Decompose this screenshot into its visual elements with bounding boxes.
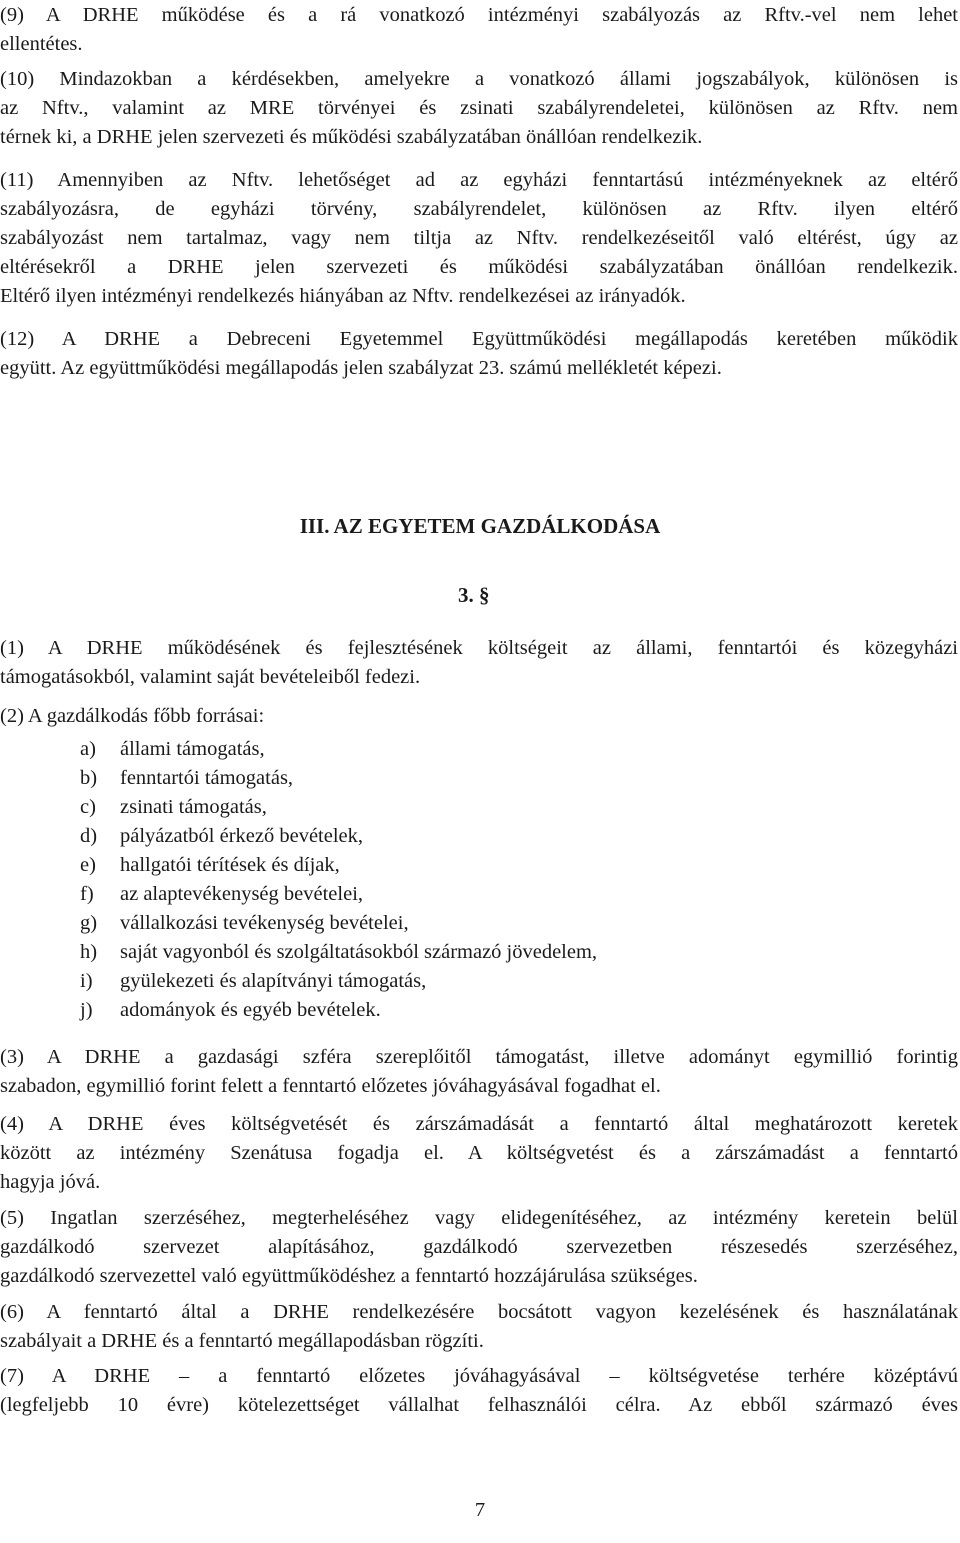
list-marker: i) <box>80 970 93 992</box>
list-marker: g) <box>80 912 98 934</box>
paragraph-line: Eltérő ilyen intézményi rendelkezés hiányában az Nftv. rendelkezései az irányadók. <box>0 285 686 307</box>
paragraph-line: szabályozást nem tartalmaz, vagy nem tiltja az Nftv. rendelkezéseitől való eltérést, úgy az <box>0 227 958 249</box>
list-item-text: adományok és egyéb bevételek. <box>120 999 381 1021</box>
paragraph-line: szabályait a DRHE és a fenntartó megállapodásban rögzíti. <box>0 1330 484 1352</box>
paragraph-line: (6) A fenntartó által a DRHE rendelkezésére bocsátott vagyon kezelésének és használatának <box>0 1301 958 1323</box>
list-item <box>80 793 597 822</box>
list-item <box>80 735 597 764</box>
section-paragraph-4 <box>0 1110 958 1197</box>
paragraph-line: (5) Ingatlan szerzéséhez, megterheléséhez vagy elidegenítéséhez, az intézmény keretein belül <box>0 1207 958 1229</box>
list-marker: h) <box>80 941 98 963</box>
list-item-text: állami támogatás, <box>120 738 265 760</box>
paragraph-11 <box>0 166 958 311</box>
list-item <box>80 909 597 938</box>
paragraph-line: térnek ki, a DRHE jelen szervezeti és működési szabályzatában önállóan rendelkezik. <box>0 126 703 148</box>
list-marker: a) <box>80 738 96 760</box>
list-item <box>80 822 597 851</box>
list-item-text: hallgatói térítések és díjak, <box>120 854 340 876</box>
paragraph-line: (7) A DRHE – a fenntartó előzetes jóváhagyásával – költségvetése terhére középtávú <box>0 1365 958 1387</box>
list-item-text: vállalkozási tevékenység bevételei, <box>120 912 409 934</box>
list-marker: c) <box>80 796 96 818</box>
list-item <box>80 764 597 793</box>
paragraph-line: gazdálkodó szervezettel való együttműködéshez a fenntartó hozzájárulása szükséges. <box>0 1265 698 1287</box>
paragraph-line: eltérésekről a DRHE jelen szervezeti és működési szabályzatában önállóan rendelkezik. <box>0 256 958 278</box>
paragraph-line: (2) A gazdálkodás főbb forrásai: <box>0 705 265 727</box>
paragraph-line: (1) A DRHE működésének és fejlesztésének költségeit az állami, fenntartói és közegyházi <box>0 637 958 659</box>
paragraph-line: támogatásokból, valamint saját bevételeiből fedezi. <box>0 666 421 688</box>
list-marker: j) <box>80 999 93 1021</box>
section-number: 3. § <box>458 583 490 607</box>
page-number: 7 <box>474 1499 486 1521</box>
paragraph-line: hagyja jóvá. <box>0 1171 101 1193</box>
list-item <box>80 851 597 880</box>
paragraph-line: szabadon, egymillió forint felett a fenntartó előzetes jóváhagyásával fogadhat el. <box>0 1075 661 1097</box>
section-paragraph-1 <box>0 634 958 692</box>
paragraph-line: (9) A DRHE működése és a rá vonatkozó intézményi szabályozás az Rftv.-vel nem lehet <box>0 4 958 26</box>
paragraph-line: ellentétes. <box>0 33 83 55</box>
paragraph-line: szabályozásra, de egyházi törvény, szabályrendelet, különösen az Rftv. ilyen eltérő <box>0 198 958 220</box>
list-item-text: fenntartói támogatás, <box>120 767 294 789</box>
section-paragraph-5 <box>0 1204 958 1291</box>
list-item <box>80 996 597 1025</box>
paragraph-line: gazdálkodó szervezet alapításához, gazdálkodó szervezetben részesedés szerzéséhez, <box>0 1236 958 1258</box>
list-marker: f) <box>80 883 94 905</box>
list-marker: b) <box>80 767 98 789</box>
list-item-text: pályázatból érkező bevételek, <box>120 825 364 847</box>
paragraph-9 <box>0 1 958 59</box>
paragraph-line: (4) A DRHE éves költségvetését és zárszámadását a fenntartó által meghatározott keretek <box>0 1113 958 1135</box>
list-item-text: gyülekezeti és alapítványi támogatás, <box>120 970 427 992</box>
paragraph-line: együtt. Az együttműködési megállapodás jelen szabályzat 23. számú mellékletét képezi. <box>0 357 722 379</box>
paragraph-line: (legfeljebb 10 évre) kötelezettséget vállalhat felhasználói célra. Az ebből származó éves <box>0 1394 958 1416</box>
chapter-title: III. AZ EGYETEM GAZDÁLKODÁSA <box>299 514 661 538</box>
paragraph-12 <box>0 325 958 383</box>
paragraph-line: (12) A DRHE a Debreceni Egyetemmel Együttműködési megállapodás keretében működik <box>0 328 958 350</box>
list-marker: d) <box>80 825 98 847</box>
section-paragraph-2-intro <box>0 702 958 731</box>
list-marker: e) <box>80 854 96 876</box>
paragraph-line: az Nftv., valamint az MRE törvényei és zsinati szabályrendeletei, különösen az Rftv. nem <box>0 97 958 119</box>
list-item <box>80 938 597 967</box>
section-paragraph-3 <box>0 1043 958 1101</box>
section-paragraph-7 <box>0 1362 958 1420</box>
paragraph-line: között az intézmény Szenátusa fogadja el. A költségvetést és a zárszámadást a fenntartó <box>0 1142 958 1164</box>
list-item <box>80 880 597 909</box>
list-item-text: az alaptevékenység bevételei, <box>120 883 364 905</box>
list-item-text: zsinati támogatás, <box>120 796 267 818</box>
section-paragraph-6 <box>0 1298 958 1356</box>
paragraph-line: (11) Amennyiben az Nftv. lehetőséget ad az egyházi fenntartású intézményeknek az eltérő <box>0 169 958 191</box>
sources-list <box>80 735 597 1025</box>
paragraph-line: (10) Mindazokban a kérdésekben, amelyekre a vonatkozó állami jogszabályok, különösen is <box>0 68 958 90</box>
paragraph-line: (3) A DRHE a gazdasági szféra szereplőitől támogatást, illetve adományt egymillió forintig <box>0 1046 958 1068</box>
paragraph-10 <box>0 65 958 152</box>
list-item <box>80 967 597 996</box>
list-item-text: saját vagyonból és szolgáltatásokból származó jövedelem, <box>120 941 598 963</box>
